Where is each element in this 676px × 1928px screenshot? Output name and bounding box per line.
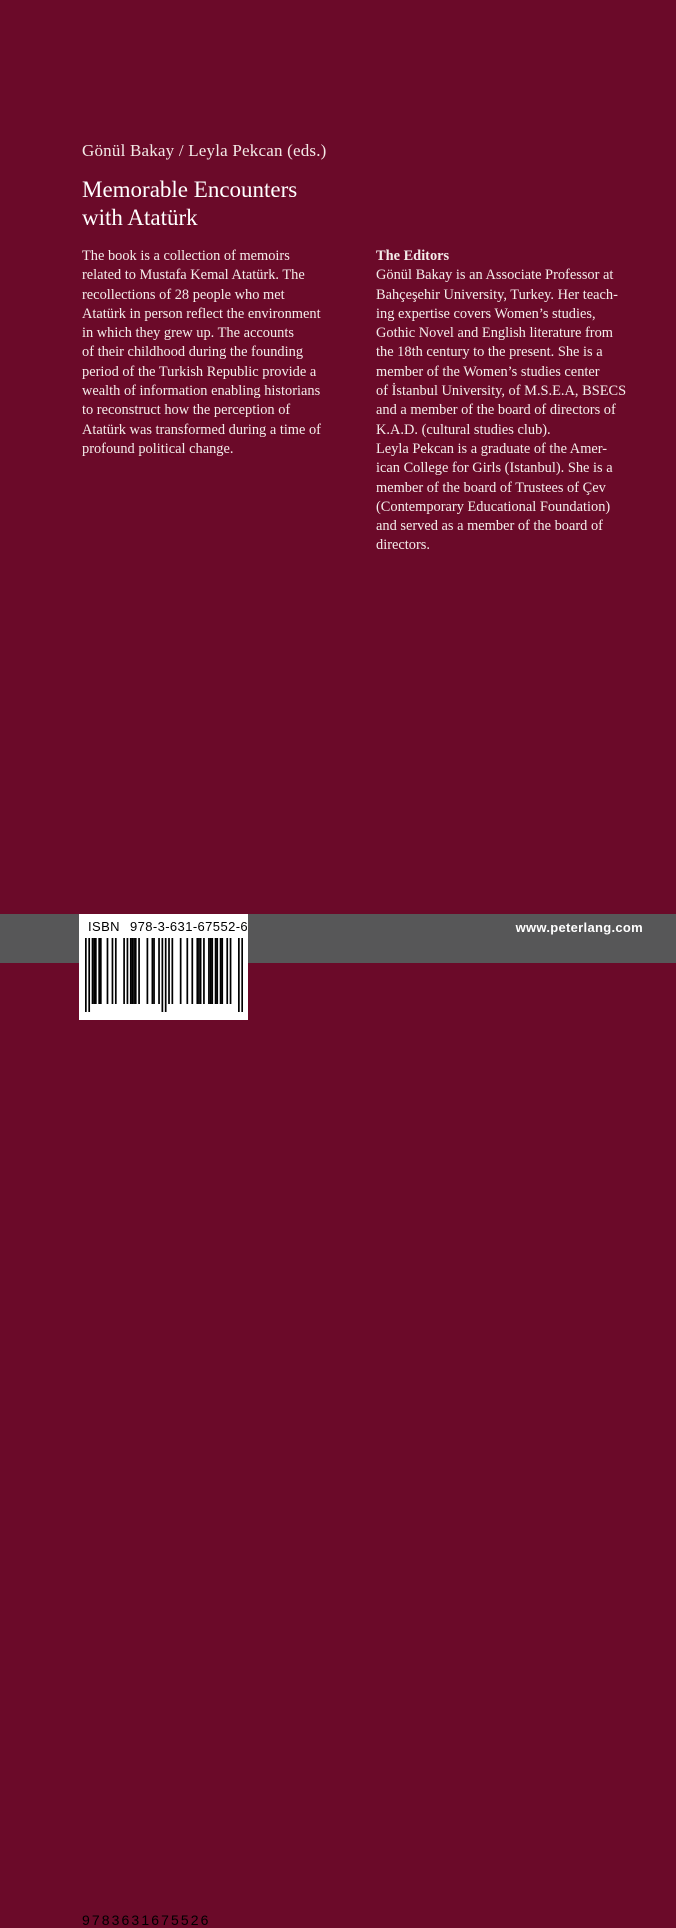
bio-line: (Contemporary Educational Foundation)	[376, 498, 611, 515]
barcode-bar	[92, 938, 94, 1004]
barcode-bar	[123, 938, 125, 1004]
barcode-bar	[198, 938, 200, 1004]
ean-digits: 9783631675526	[82, 1912, 211, 1928]
isbn-label: ISBN	[88, 919, 120, 934]
barcode-bar	[191, 938, 193, 1004]
barcode-bar	[107, 938, 109, 1004]
barcode-bar	[127, 938, 129, 1004]
bio-line: ing expertise covers Women’s studies,	[376, 305, 596, 322]
blurb-line: recollections of 28 people who met	[82, 286, 285, 303]
blurb-line: of their childhood during the founding	[82, 344, 304, 361]
barcode-bar	[241, 938, 243, 1012]
blurb-line: Atatürk was transformed during a time of	[82, 421, 321, 438]
blurb-line: wealth of information enabling historians	[82, 383, 321, 400]
bio-line: the 18th century to the present. She is a	[376, 344, 603, 361]
editors-line: Gönül Bakay / Leyla Pekcan (eds.)	[82, 141, 327, 160]
publisher-website[interactable]: www.peterlang.com	[515, 920, 643, 935]
barcode-bar	[171, 938, 173, 1004]
isbn-value: 978-3-631-67552-6	[129, 919, 249, 934]
blurb-line: to reconstruct how the perception of	[82, 402, 291, 419]
editors-heading: The Editors	[376, 248, 450, 264]
barcode-bar	[158, 938, 160, 1004]
title-line: with Atatürk	[82, 205, 198, 230]
barcode-bar	[226, 938, 228, 1004]
barcode-bar	[165, 938, 167, 1012]
bio-line: Leyla Pekcan is a graduate of the Amer-	[376, 440, 608, 457]
blurb-line: The book is a collection of memoirs	[82, 248, 290, 264]
barcode-bar	[115, 938, 117, 1004]
barcode-bar	[162, 938, 164, 1012]
barcode-bar	[135, 938, 137, 1004]
barcode-bar	[93, 938, 95, 1004]
barcode-bar	[132, 938, 134, 1004]
barcode-bar	[133, 938, 135, 1004]
barcode-bar	[95, 938, 97, 1004]
barcode-bar	[153, 938, 155, 1004]
barcode-bar	[152, 938, 154, 1004]
blurb-line: Atatürk in person reflect the environment	[82, 305, 321, 322]
barcode-bar	[221, 938, 223, 1004]
barcode-bar	[196, 938, 198, 1004]
blurb	[82, 247, 354, 459]
barcode-bar	[147, 938, 149, 1004]
barcode-bar	[186, 938, 188, 1004]
editors-section	[376, 247, 648, 556]
barcode-bar	[230, 938, 232, 1004]
barcode-bar	[130, 938, 132, 1004]
bio-line: Gönül Bakay is an Associate Professor at	[376, 267, 614, 284]
bio-line: and served as a member of the board of	[376, 518, 603, 535]
barcode-bar	[215, 938, 217, 1004]
barcode	[85, 938, 243, 1012]
blurb-line: related to Mustafa Kemal Atatürk. The	[82, 267, 305, 284]
barcode-bar	[100, 938, 102, 1004]
barcode-bar	[180, 938, 182, 1004]
bio-line: of İstanbul University, of M.S.E.A, BSECS	[376, 383, 627, 400]
barcode-bar	[112, 938, 114, 1004]
bio-line: ican College for Girls (Istanbul). She is a	[376, 460, 613, 477]
bio-line: Bahçeşehir University, Turkey. Her teach-	[376, 286, 618, 303]
isbn-line	[88, 919, 248, 934]
barcode-bar	[98, 938, 100, 1004]
barcode-bar	[200, 938, 202, 1004]
barcode-bar	[208, 938, 210, 1004]
bio-line: member of the board of Trustees of Çev	[376, 479, 606, 496]
barcode-bar	[203, 938, 205, 1004]
barcode-bar	[85, 938, 87, 1012]
barcode-bar	[88, 938, 90, 1012]
bio-line: K.A.D. (cultural studies club).	[376, 421, 551, 438]
barcode-bar	[168, 938, 170, 1004]
blurb-line: profound political change.	[82, 440, 234, 457]
bio-line: and a member of the board of directors of	[376, 402, 616, 419]
barcode-bar	[210, 938, 212, 1004]
barcode-bar	[211, 938, 213, 1004]
blurb-line: in which they grew up. The accounts	[82, 325, 294, 342]
title-line: Memorable Encounters	[82, 177, 298, 202]
bio-line: directors.	[376, 537, 430, 554]
book-title	[82, 176, 297, 232]
barcode-panel	[79, 914, 249, 1928]
bio-line: member of the Women’s studies center	[376, 363, 600, 380]
blurb-line: period of the Turkish Republic provide a	[82, 363, 317, 380]
barcode-bar	[216, 938, 218, 1004]
bio-line: Gothic Novel and English literature from	[376, 325, 613, 342]
barcode-bar	[238, 938, 240, 1012]
barcode-bar	[220, 938, 222, 1004]
barcode-bar	[138, 938, 140, 1004]
